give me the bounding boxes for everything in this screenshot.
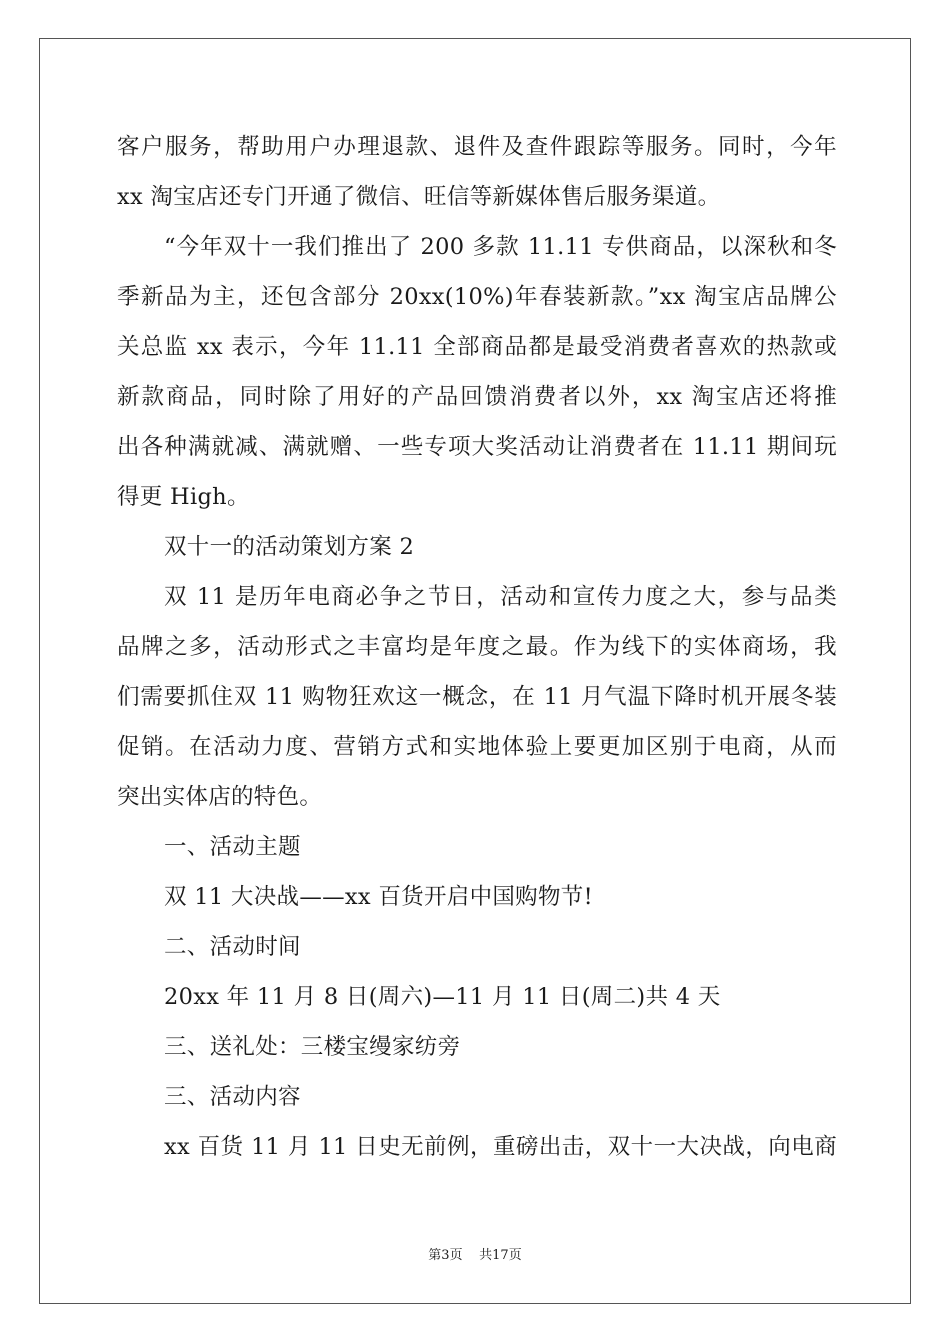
text-line: 三、送礼处：三楼宝缦家纺旁 [164,1034,461,1060]
text-line: 双 11 是历年电商必争之节日，活动和宣传力度之大，参与品类 [164,584,837,610]
text-line: “今年双十一我们推出了 200 多款 11.11 专供商品，以深秋和冬 [164,234,837,260]
text-line: xx 淘宝店还专门开通了微信、旺信等新媒体售后服务渠道。 [117,184,721,210]
text-line: 新款商品，同时除了用好的产品回馈消费者以外，xx 淘宝店还将推 [117,384,837,410]
text-line: 促销。在活动力度、营销方式和实地体验上要更加区别于电商，从而 [117,734,837,760]
text-line: 得更 High。 [117,484,250,510]
text-line: 出各种满就减、满就赠、一些专项大奖活动让消费者在 11.11 期间玩 [117,434,837,460]
footer-total-pages: 17 [492,1248,509,1263]
text-line: 关总监 xx 表示，今年 11.11 全部商品都是最受消费者喜欢的热款或 [117,334,837,360]
text-line: 双十一的活动策划方案 2 [164,534,415,560]
text-line: 双 11 大决战——xx 百货开启中国购物节! [164,884,593,910]
text-line: 一、活动主题 [164,834,301,860]
footer-page-unit: 页 [449,1248,463,1263]
text-line: xx 百货 11 月 11 日史无前例，重磅出击，双十一大决战，向电商 [164,1134,837,1160]
text-line: 们需要抓住双 11 购物狂欢这一概念，在 11 月气温下降时机开展冬装 [117,684,837,710]
text-line: 突出实体店的特色。 [117,784,323,810]
footer-page-label: 第 [428,1248,442,1263]
text-line: 二、活动时间 [164,934,301,960]
text-line: 季新品为主，还包含部分 20xx(10%)年春装新款。”xx 淘宝店品牌公 [117,284,837,310]
footer-total-unit: 页 [508,1248,522,1263]
document-body [117,122,837,1172]
text-line: 品牌之多，活动形式之丰富均是年度之最。作为线下的实体商场，我 [117,634,837,660]
footer-total-label: 共 [479,1248,493,1263]
text-line: 三、活动内容 [164,1084,301,1110]
text-line: 客户服务，帮助用户办理退款、退件及查件跟踪等服务。同时，今年 [117,134,837,160]
page-footer [0,1246,950,1266]
footer-page-number: 3 [441,1248,450,1263]
text-line: 20xx 年 11 月 8 日(周六)—11 月 11 日(周二)共 4 天 [164,984,721,1010]
